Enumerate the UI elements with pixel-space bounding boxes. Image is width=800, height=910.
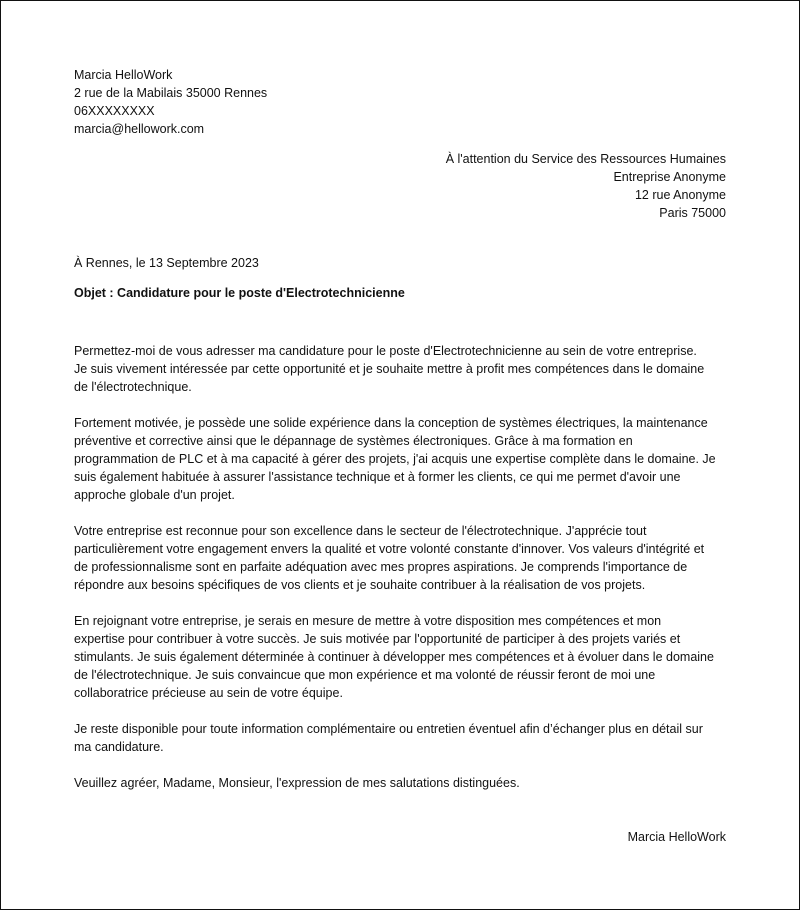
paragraph-line: ma candidature. — [74, 740, 164, 754]
paragraph-line: programmation de PLC et à ma capacité à gérer des projets, j'ai acquis une expertise complète dans le domaine. Je — [74, 452, 716, 466]
paragraph-line: préventive et corrective ainsi que le dépannage de systèmes électroniques. Grâce à ma formation en — [74, 434, 633, 448]
sender-email: marcia@hellowork.com — [74, 122, 205, 136]
body-paragraph-4 — [74, 612, 734, 702]
paragraph-line: répondre aux besoins spécifiques de vos clients et je souhaite contribuer à la réalisation de vos projets. — [74, 578, 646, 592]
body-paragraph-2 — [74, 414, 734, 504]
signature: Marcia HelloWork — [627, 830, 726, 844]
paragraph-line: Votre entreprise est reconnue pour son excellence dans le secteur de l'électrotechnique. J'apprécie tout — [74, 524, 647, 538]
paragraph-line: Permettez-moi de vous adresser ma candidature pour le poste d'Electrotechnicienne au sein de votre entreprise. — [74, 344, 697, 358]
paragraph-line: Je reste disponible pour toute information complémentaire ou entretien éventuel afin d’échanger plus en détail sur — [74, 722, 703, 736]
body-paragraph-5 — [74, 720, 734, 756]
recipient-company: Entreprise Anonyme — [613, 170, 726, 184]
body-paragraph-1 — [74, 342, 734, 396]
sender-name: Marcia HelloWork — [74, 68, 173, 82]
sender-phone: 06XXXXXXXX — [74, 104, 155, 118]
paragraph-line: de l'électrotechnique. Je suis convaincue que mon expérience et ma volonté de réussir feront de moi une — [74, 668, 656, 682]
subject-line: Objet : Candidature pour le poste d'Electrotechnicienne — [74, 286, 405, 300]
paragraph-line: de l'électrotechnique. — [74, 380, 192, 394]
paragraph-line: approche globale d'un projet. — [74, 488, 235, 502]
paragraph-line: Veuillez agréer, Madame, Monsieur, l'expression de mes salutations distinguées. — [74, 776, 520, 790]
paragraph-line: En rejoignant votre entreprise, je serais en mesure de mettre à votre disposition mes compétences et mon — [74, 614, 662, 628]
recipient-street: 12 rue Anonyme — [634, 188, 726, 202]
recipient-city: Paris 75000 — [659, 206, 726, 220]
paragraph-line: particulièrement votre engagement envers la qualité et votre volonté constante d'innover. Vos valeurs d'intégrité et — [74, 542, 705, 556]
recipient-attention: À l'attention du Service des Ressources Humaines — [445, 152, 726, 166]
date-line: À Rennes, le 13 Septembre 2023 — [74, 256, 259, 270]
sender-address: 2 rue de la Mabilais 35000 Rennes — [74, 86, 268, 100]
paragraph-line: suis également habituée à assurer l'assistance technique et à former les clients, ce qui me permet d'avoir une — [74, 470, 681, 484]
closing-paragraph — [74, 774, 734, 792]
paragraph-line: Je suis vivement intéressée par cette opportunité et je souhaite mettre à profit mes compétences dans le domaine — [74, 362, 705, 376]
body-paragraph-3 — [74, 522, 734, 594]
paragraph-line: expertise pour contribuer à votre succès. Je suis motivée par l'opportunité de participer à des projets variés et — [74, 632, 681, 646]
paragraph-line: Fortement motivée, je possède une solide expérience dans la conception de systèmes électriques, la maintenance — [74, 416, 708, 430]
paragraph-line: collaboratrice précieuse au sein de votre équipe. — [74, 686, 343, 700]
paragraph-line: de professionnalisme sont en parfaite adéquation avec mes propres aspirations. Je comprends l'importance de — [74, 560, 688, 574]
paragraph-line: stimulants. Je suis également déterminée à continuer à développer mes compétences et à évoluer dans le domaine — [74, 650, 714, 664]
